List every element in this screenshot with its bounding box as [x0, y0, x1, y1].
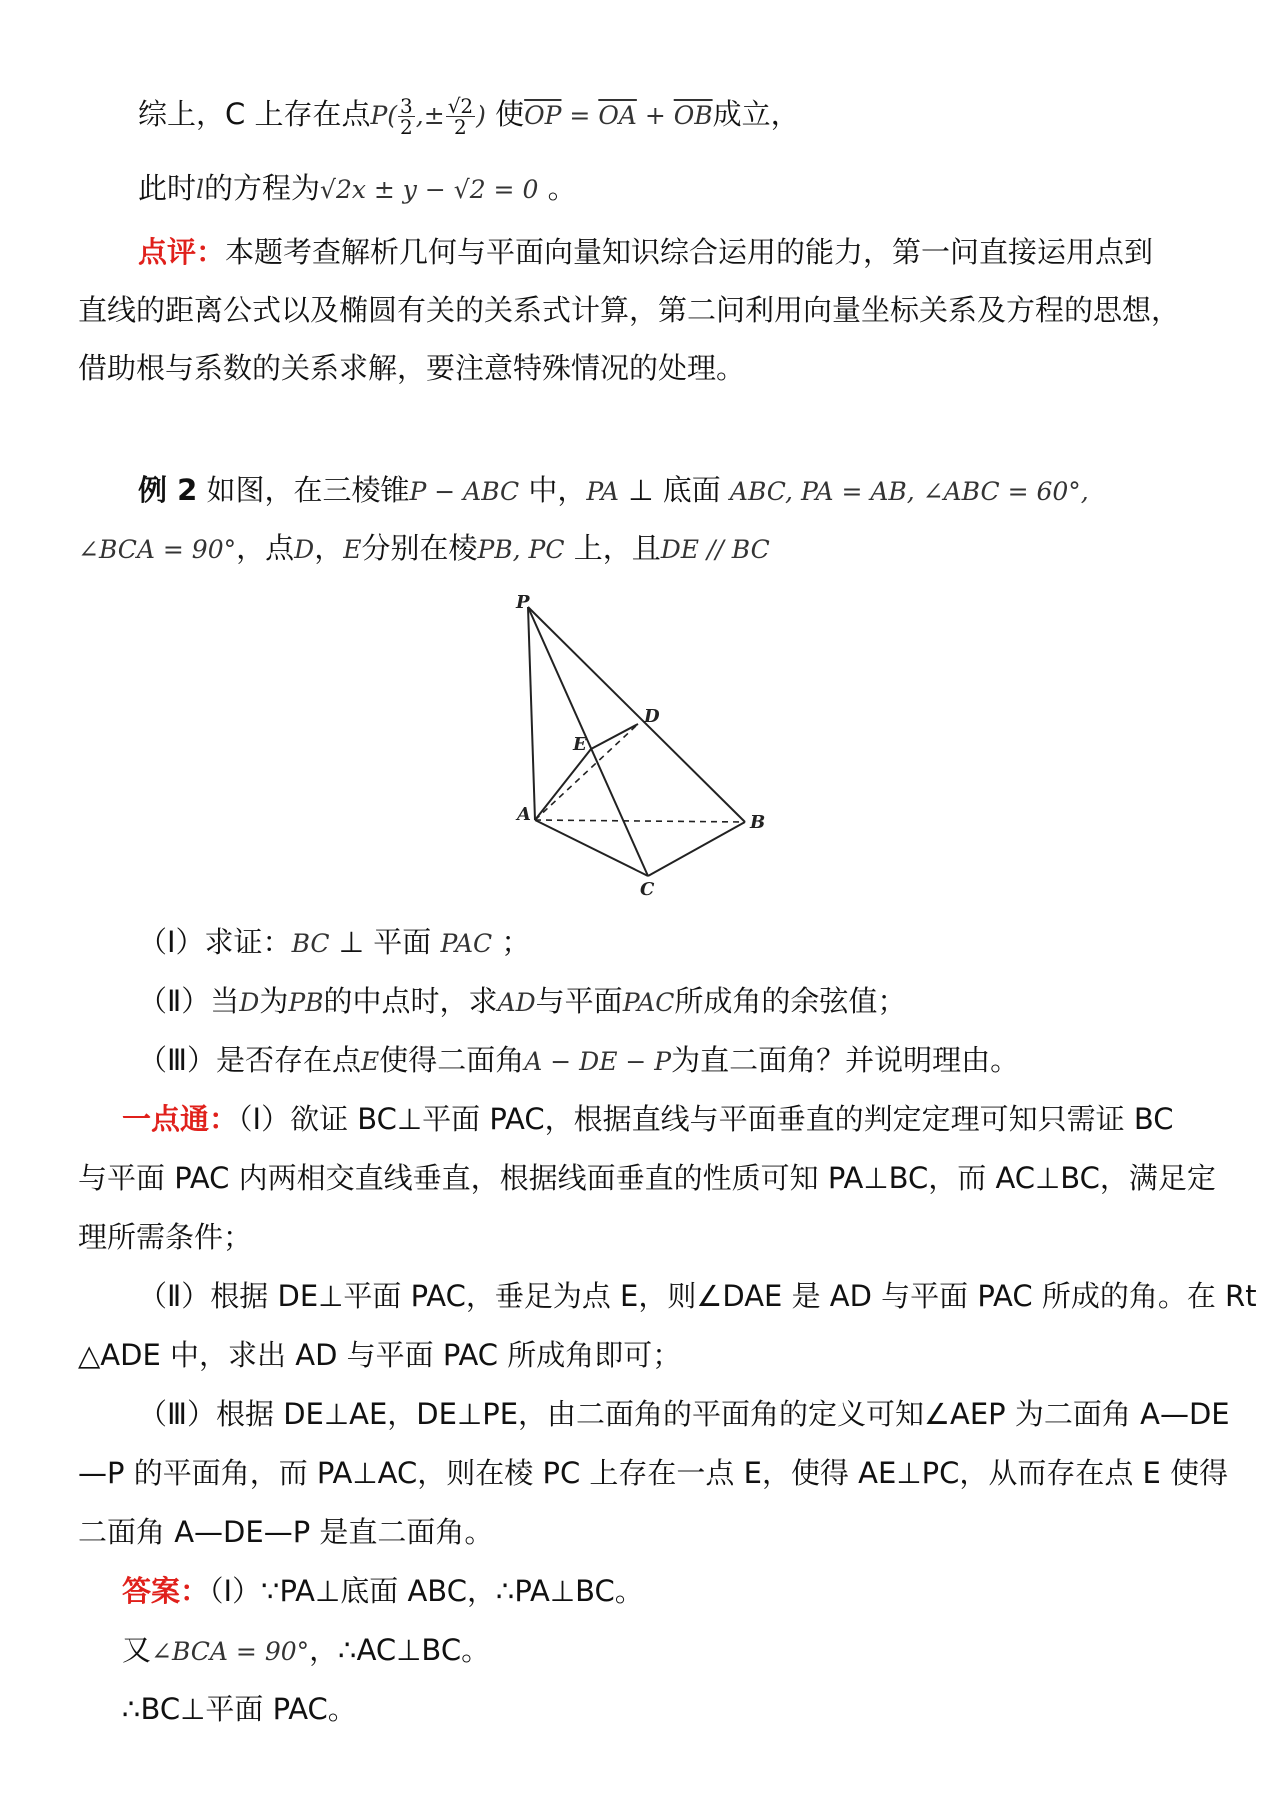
- text-segment: 。: [538, 171, 577, 205]
- math-segment: BC: [291, 929, 330, 958]
- hint-line-2: [78, 1158, 1216, 1198]
- question-2: [138, 981, 1263, 1023]
- example-line-2: [78, 528, 1203, 570]
- text-segment: ⊥ 底面: [619, 473, 730, 507]
- text-segment: 中，: [519, 473, 587, 507]
- text-segment: 与平面: [535, 984, 623, 1018]
- text-segment: （Ⅰ）求证：: [138, 925, 292, 959]
- text-segment: 本题考查解析几何与平面向量知识综合运用的能力，第一问直接运用点到: [225, 235, 1154, 269]
- hint-label: 一点通：: [122, 1102, 239, 1136]
- text-segment: ，点: [236, 531, 295, 565]
- answer-line-1: [122, 1571, 1247, 1611]
- math-segment: PB: [288, 988, 324, 1017]
- text-segment: 此时: [138, 171, 197, 205]
- example-label: 例 2: [138, 473, 198, 507]
- hint-line-8: [78, 1512, 1203, 1552]
- conclusion-line-1: [138, 94, 1263, 137]
- text-segment: （Ⅲ）是否存在点: [138, 1043, 361, 1077]
- vertex-label-a: A: [517, 804, 531, 825]
- review-line-2: [78, 290, 1203, 330]
- text-segment: 理所需条件；: [78, 1220, 253, 1254]
- hint-line-7: [78, 1453, 1229, 1493]
- example-line-1: [138, 470, 1263, 512]
- vertex-label-e: E: [573, 734, 587, 755]
- text-segment: （Ⅱ）当: [138, 984, 240, 1018]
- math-segment: D: [294, 535, 315, 564]
- text-segment: 为: [259, 984, 289, 1018]
- text-segment: ∴BC⊥平面 PAC。: [122, 1692, 357, 1726]
- math-segment: E: [361, 1047, 380, 1076]
- hint-line-1: [122, 1099, 1203, 1139]
- math-segment: DE // BC: [660, 535, 770, 564]
- fraction: [398, 93, 415, 139]
- text-segment: 上，且: [564, 531, 661, 565]
- edge-ed: [591, 724, 638, 749]
- review-line-3: [78, 348, 1203, 388]
- conclusion-line-2: [138, 168, 1263, 210]
- review-label: 点评：: [138, 235, 226, 269]
- question-1: [138, 922, 1263, 964]
- answer-line-3: [122, 1689, 1247, 1729]
- text-segment: 如图，在三棱锥: [197, 473, 410, 507]
- math-segment: A − DE − P: [524, 1047, 672, 1076]
- hint-line-6: [138, 1394, 1263, 1434]
- math-segment: PB, PC: [477, 535, 565, 564]
- math-segment: ∠BCA = 90°: [151, 1637, 310, 1666]
- math-segment: ABC, PA = AB, ∠ABC = 60°,: [729, 477, 1089, 506]
- text-segment: （Ⅱ）根据 DE⊥平面 PAC，垂足为点 E，则∠DAE 是 AD 与平面 PAC 所成的角。在 Rt: [138, 1279, 1257, 1313]
- hint-line-3: [78, 1217, 1203, 1257]
- text-segment: ；: [492, 925, 531, 959]
- vertex-label-b: B: [750, 812, 766, 833]
- text-segment: （Ⅰ）欲证 BC⊥平面 PAC，根据直线与平面垂直的判定定理可知只需证 BC: [238, 1102, 1174, 1136]
- text-segment: 使: [485, 97, 525, 131]
- text-segment: 的方程为: [204, 171, 321, 205]
- math-segment: =: [561, 101, 599, 130]
- math-segment: P(: [370, 101, 398, 130]
- text-segment: 直线的距离公式以及椭圆有关的关系式计算，第二问利用向量坐标关系及方程的思想，: [78, 293, 1181, 327]
- text-segment: 又: [122, 1633, 152, 1667]
- text-segment: 综上，C 上存在点: [138, 97, 371, 131]
- edge-pa: [528, 607, 535, 820]
- math-segment: D: [239, 988, 260, 1017]
- hint-line-5: [78, 1335, 1203, 1375]
- vector-oa: $\overline{OA}$: [598, 101, 637, 130]
- edge-cb: [648, 822, 745, 876]
- question-3: [138, 1040, 1263, 1082]
- edge-pc: [528, 607, 648, 876]
- math-segment: +: [636, 101, 674, 130]
- text-segment: 借助根与系数的关系求解，要注意特殊情况的处理。: [78, 351, 746, 385]
- math-segment: l: [196, 175, 205, 204]
- answer-label: 答案：: [122, 1574, 210, 1608]
- math-segment: AD: [497, 988, 536, 1017]
- text-segment: 二面角 A—DE—P 是直二面角。: [78, 1515, 494, 1549]
- hint-line-4: [138, 1276, 1263, 1316]
- pyramid-diagram: [490, 592, 780, 902]
- edge-ab-hidden: [535, 820, 745, 822]
- text-segment: ，∴AC⊥BC。: [309, 1633, 491, 1667]
- edge-pb: [528, 607, 745, 822]
- text-segment: 所成角的余弦值；: [674, 984, 907, 1018]
- line-equation: √2x ± y − √2 = 0: [320, 175, 539, 204]
- math-segment: PAC: [440, 929, 493, 958]
- fraction-numerator: 3: [400, 93, 413, 118]
- math-segment: ∠BCA = 90°: [78, 535, 237, 564]
- math-segment: ): [476, 101, 486, 130]
- answer-line-2: [122, 1630, 1247, 1672]
- review-line-1: [138, 232, 1203, 272]
- pyramid-figure: [490, 592, 780, 902]
- math-segment: E: [343, 535, 362, 564]
- edge-ae: [535, 749, 591, 820]
- text-segment: 成立，: [712, 97, 800, 131]
- edge-ac: [535, 820, 648, 876]
- math-segment: PA: [586, 477, 619, 506]
- text-segment: 为直二面角？并说明理由。: [671, 1043, 1020, 1077]
- text-segment: ⊥ 平面: [329, 925, 441, 959]
- text-segment: （Ⅲ）根据 DE⊥AE，DE⊥PE，由二面角的平面角的定义可知∠AEP 为二面角 A—DE: [138, 1397, 1230, 1431]
- fraction-denominator: 2: [400, 114, 413, 139]
- vertex-label-d: D: [644, 706, 660, 727]
- text-segment: —P 的平面角，而 PA⊥AC，则在棱 PC 上存在一点 E，使得 AE⊥PC，从而存在点 E 使得: [78, 1456, 1229, 1490]
- vector-ob: $\overline{OB}$: [673, 101, 713, 130]
- math-segment: P − ABC: [409, 477, 520, 506]
- math-segment: PAC: [622, 988, 675, 1017]
- text-segment: 的中点时，求: [323, 984, 498, 1018]
- fraction-numerator: √2: [447, 93, 474, 118]
- vector-op: $\overline{OP}$: [524, 101, 562, 130]
- text-segment: ，: [314, 531, 344, 565]
- vertex-label-c: C: [640, 879, 655, 900]
- text-segment: 与平面 PAC 内两相交直线垂直，根据线面垂直的性质可知 PA⊥BC，而 AC⊥BC，满足定: [78, 1161, 1216, 1195]
- fraction-denominator: 2: [454, 114, 467, 139]
- text-segment: 使得二面角: [379, 1043, 525, 1077]
- text-segment: （Ⅰ）∵PA⊥底面 ABC，∴PA⊥BC。: [209, 1574, 644, 1608]
- fraction: [446, 93, 475, 139]
- vertex-label-p: P: [516, 592, 530, 613]
- text-segment: △ADE 中，求出 AD 与平面 PAC 所成角即可；: [78, 1338, 682, 1372]
- text-segment: 分别在棱: [361, 531, 478, 565]
- math-segment: ,±: [415, 101, 445, 130]
